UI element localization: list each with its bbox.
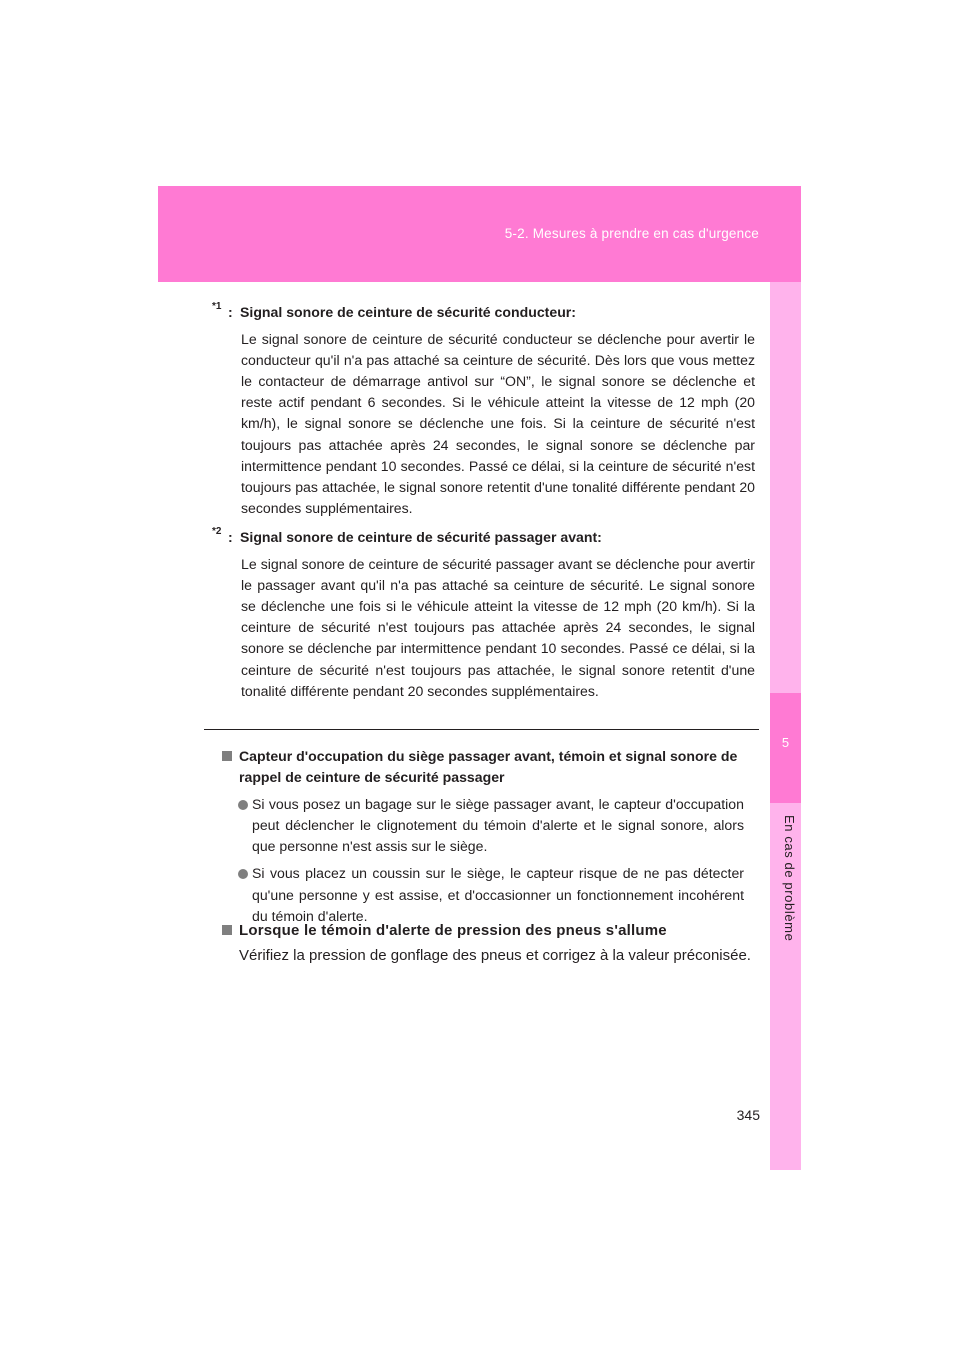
square-bullet-icon xyxy=(222,751,232,761)
chapter-label: En cas de problème xyxy=(782,815,797,942)
footnote-2: *2 : Signal sonore de ceinture de sécurité passager avant: Le signal sonore de ceinture de sécurité passager avant se déclenche pour avertir le passager avant qu'il n'a pas attaché sa ceinture de sécurité. Le signal sonore se déclenche une fois si le véhicule atteint la vitesse de 12 mph (20 km/h). Si la ceinture de sécurité n'est toujours pas attachée après 24 secondes, le signal sonore se déclenche par intermittence pendant 10 secondes. Passé ce délai, si la ceinture de sécurité n'est toujours pas attachée, le signal sonore retentit d'une tonalité différente pendant 20 secondes supplémentaires. xyxy=(212,527,755,702)
circle-bullet-icon xyxy=(238,800,248,810)
circle-bullet-icon xyxy=(238,869,248,879)
list-item xyxy=(222,863,744,926)
list-item-text: Si vous posez un bagage sur le siège passager avant, le capteur d'occupation peut déclencher le clignotement du témoin d'alerte et le signal sonore, alors que personne n'est assis sur le siège. xyxy=(252,796,744,855)
footnote-heading: Signal sonore de ceinture de sécurité conducteur: xyxy=(240,304,576,320)
chapter-number: 5 xyxy=(781,735,790,750)
footnote-body: Le signal sonore de ceinture de sécurité conducteur se déclenche pour avertir le conducteur qu'il n'a pas attaché sa ceinture de sécurité. Dès lors que vous mettez le contacteur de démarrage antivol sur “ON”, le signal sonore se déclenche et reste actif pendant 6 secondes. Si le véhicule atteint la vitesse de 12 mph (20 km/h), le signal sonore se déclenche une fois. Si la ceinture de sécurité n'est toujours pas attachée après 24 secondes, le signal sonore se déclenche par intermittence pendant 10 secondes. Passé ce délai, si la ceinture de sécurité n'est toujours pas attachée, le signal sonore retentit d'une tonalité différente pendant 20 secondes supplémentaires. xyxy=(241,331,755,516)
footnote-body: Le signal sonore de ceinture de sécurité passager avant se déclenche pour avertir le passager avant qu'il n'a pas attaché sa ceinture de sécurité. Le signal sonore se déclenche une fois si le véhicule atteint la vitesse de 12 mph (20 km/h). Si la ceinture de sécurité n'est toujours pas attachée après 24 secondes, le signal sonore se déclenche par intermittence pendant 10 secondes. Passé ce délai, si la ceinture de sécurité n'est toujours pas attachée, le signal sonore retentit d'une tonalité différente pendant 20 secondes supplémentaires. xyxy=(241,556,755,699)
section-body: Vérifiez la pression de gonflage des pneus et corrigez à la valeur préconisée. xyxy=(239,947,751,964)
occupancy-sensor-section xyxy=(222,746,757,927)
section-divider xyxy=(204,729,759,730)
list-item-text: Si vous placez un coussin sur le siège, le capteur risque de ne pas détecter qu'une personne y est assise, et d'occasionner un fonctionnement incohérent du témoin d'alerte. xyxy=(252,865,744,924)
section-heading: Lorsque le témoin d'alerte de pression des pneus s'allume xyxy=(239,922,667,939)
page-number: 345 xyxy=(736,1107,760,1123)
footnote-1: *1 : Signal sonore de ceinture de sécurité conducteur: Le signal sonore de ceinture de sécurité conducteur se déclenche pour avertir le conducteur qu'il n'a pas attaché sa ceinture de sécurité. Dès lors que vous mettez le contacteur de démarrage antivol sur “ON”, le signal sonore se déclenche et reste actif pendant 6 secondes. Si le véhicule atteint la vitesse de 12 mph (20 km/h), le signal sonore se déclenche une fois. Si la ceinture de sécurité n'est toujours pas attachée après 24 secondes, le signal sonore se déclenche par intermittence pendant 10 secondes. Passé ce délai, si la ceinture de sécurité n'est toujours pas attachée, le signal sonore retentit d'une tonalité différente pendant 20 secondes supplémentaires. xyxy=(212,302,755,519)
footnotes xyxy=(212,302,755,702)
footnote-heading: Signal sonore de ceinture de sécurité passager avant: xyxy=(240,528,602,545)
tire-pressure-section xyxy=(222,920,757,967)
chapter-tab-active[interactable] xyxy=(770,693,801,803)
section-title: 5-2. Mesures à prendre en cas d'urgence xyxy=(504,226,759,241)
footnote-marker: *1 xyxy=(212,301,222,312)
section-heading: Capteur d'occupation du siège passager avant, témoin et signal sonore de rappel de ceinture de sécurité passager xyxy=(239,748,738,786)
list-item xyxy=(222,794,744,857)
footnote-marker: *2 xyxy=(212,525,222,537)
header-band xyxy=(158,186,801,282)
square-bullet-icon xyxy=(222,925,232,935)
